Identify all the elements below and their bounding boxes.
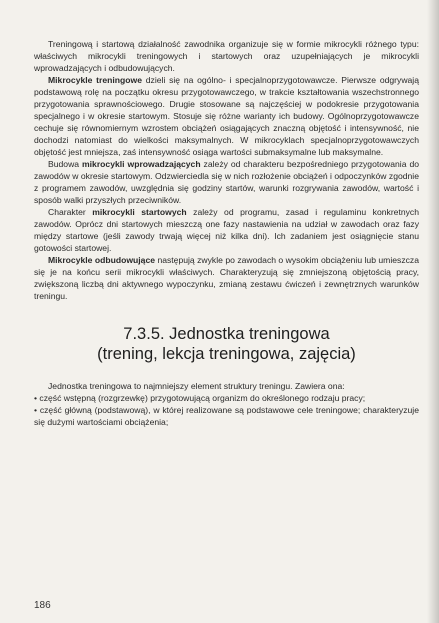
text-column [34, 38, 419, 428]
bullet-item-2 [34, 404, 419, 428]
paragraph-3 [34, 158, 419, 206]
section-heading-line-2: (trening, lekcja treningowa, zajęcia) [97, 345, 356, 363]
bullet-item-1-text: część wstępną (rozgrzewkę) przygotowującą organizm do określonego rodzaju pracy; [39, 393, 366, 403]
term-mikrocykle-odbudowujace: Mikrocykle odbudowujące [48, 255, 156, 265]
paragraph-1 [34, 38, 419, 74]
section-heading [34, 324, 419, 364]
page-edge-shadow [427, 0, 439, 623]
bullet-icon: • [34, 393, 38, 403]
paragraph-4-text: zależy od programu, zasad i regulaminu konkretnych zawodów. Oprócz dni startowych mieszczą one fazy nastawienia na udział w zawodach oraz fazy między startowe (jeśli zawody trwają więcej niż kilka dni). Ich zadaniem jest osiągnięcie stanu gotowości startowej. [34, 207, 419, 253]
page-number: 186 [34, 600, 51, 611]
section-intro [34, 380, 419, 392]
paragraph-1-text: Treningową i startową działalność zawodnika organizuje się w formie mikrocykli różnego typu: właściwych mikrocykli treningowych i startowych oraz uzupełniających je mikrocykli wprowadzających i odbudowujących. [34, 39, 419, 73]
section-intro-text: Jednostka treningowa to najmniejszy element struktury treningu. Zawiera ona: [48, 381, 345, 391]
paragraph-5 [34, 254, 419, 302]
paragraph-4 [34, 206, 419, 254]
term-mikrocykli-startowych: mikrocykli startowych [92, 207, 187, 217]
bullet-icon: • [34, 405, 38, 415]
term-mikrocykli-wprowadzajacych: mikrocykli wprowadzających [82, 159, 201, 169]
paragraph-3-text: zależy od charakteru bezpośredniego przygotowania do zawodów w okresie startowym. Odzwierciedla się w nich rozłożenie obciążeń i odpoczynków zgodnie z programem zawodów, uwzględnia się godziny startów, warunki rozgrywania zawodów, wartość i sposób walki przyszłych przeciwników. [34, 159, 420, 205]
term-mikrocykle-treningowe: Mikrocykle treningowe [48, 75, 143, 85]
bullet-item-2-text: część główną (podstawową), w której realizowane są podstawowe cele treningowe; charakteryzuje się dużymi wartościami obciążenia; [34, 405, 419, 427]
paragraph-5-text: następują zwykle po zawodach o wysokim obciążeniu lub umieszcza się je na końcu serii mikrocykli właściwych. Charakteryzują się zmniejszoną objętością pracy, zwiększoną liczbą dni aktywnego wypoczynku, zmianą zestawu ćwiczeń i zewnętrznych warunków treningu. [34, 255, 419, 301]
bullet-item-1 [34, 392, 419, 404]
paragraph-2-text: dzieli się na ogólno- i specjalnoprzygotowawcze. Pierwsze odgrywają podstawową rolę na początku okresu przygotowawczego, w trakcie kształtowania wszechstronnego przygotowania sprawnościowego. Drugie stosowane są najczęściej w podokresie przygotowania specjalnego i w okresie startowym. Stosuje się różne warianty ich budowy. Ogólnoprzygotowawcze cechuje się równomiernym wzrostem obciążeń osiągających znaczną objętość i intensywność, nie dochodzi natomiast do wielkości maksymalnych. W mikrocyklach specjalnoprzygotowawczych objętość jest mniejsza, zaś intensywność osiąga wartości submaksymalne lub maksymalne. [34, 75, 419, 157]
paragraph-4-pre: Charakter [48, 207, 93, 217]
paragraph-2 [34, 74, 419, 158]
paragraph-3-pre: Budowa [48, 159, 83, 169]
section-heading-line-1: 7.3.5. Jednostka treningowa [123, 325, 330, 343]
